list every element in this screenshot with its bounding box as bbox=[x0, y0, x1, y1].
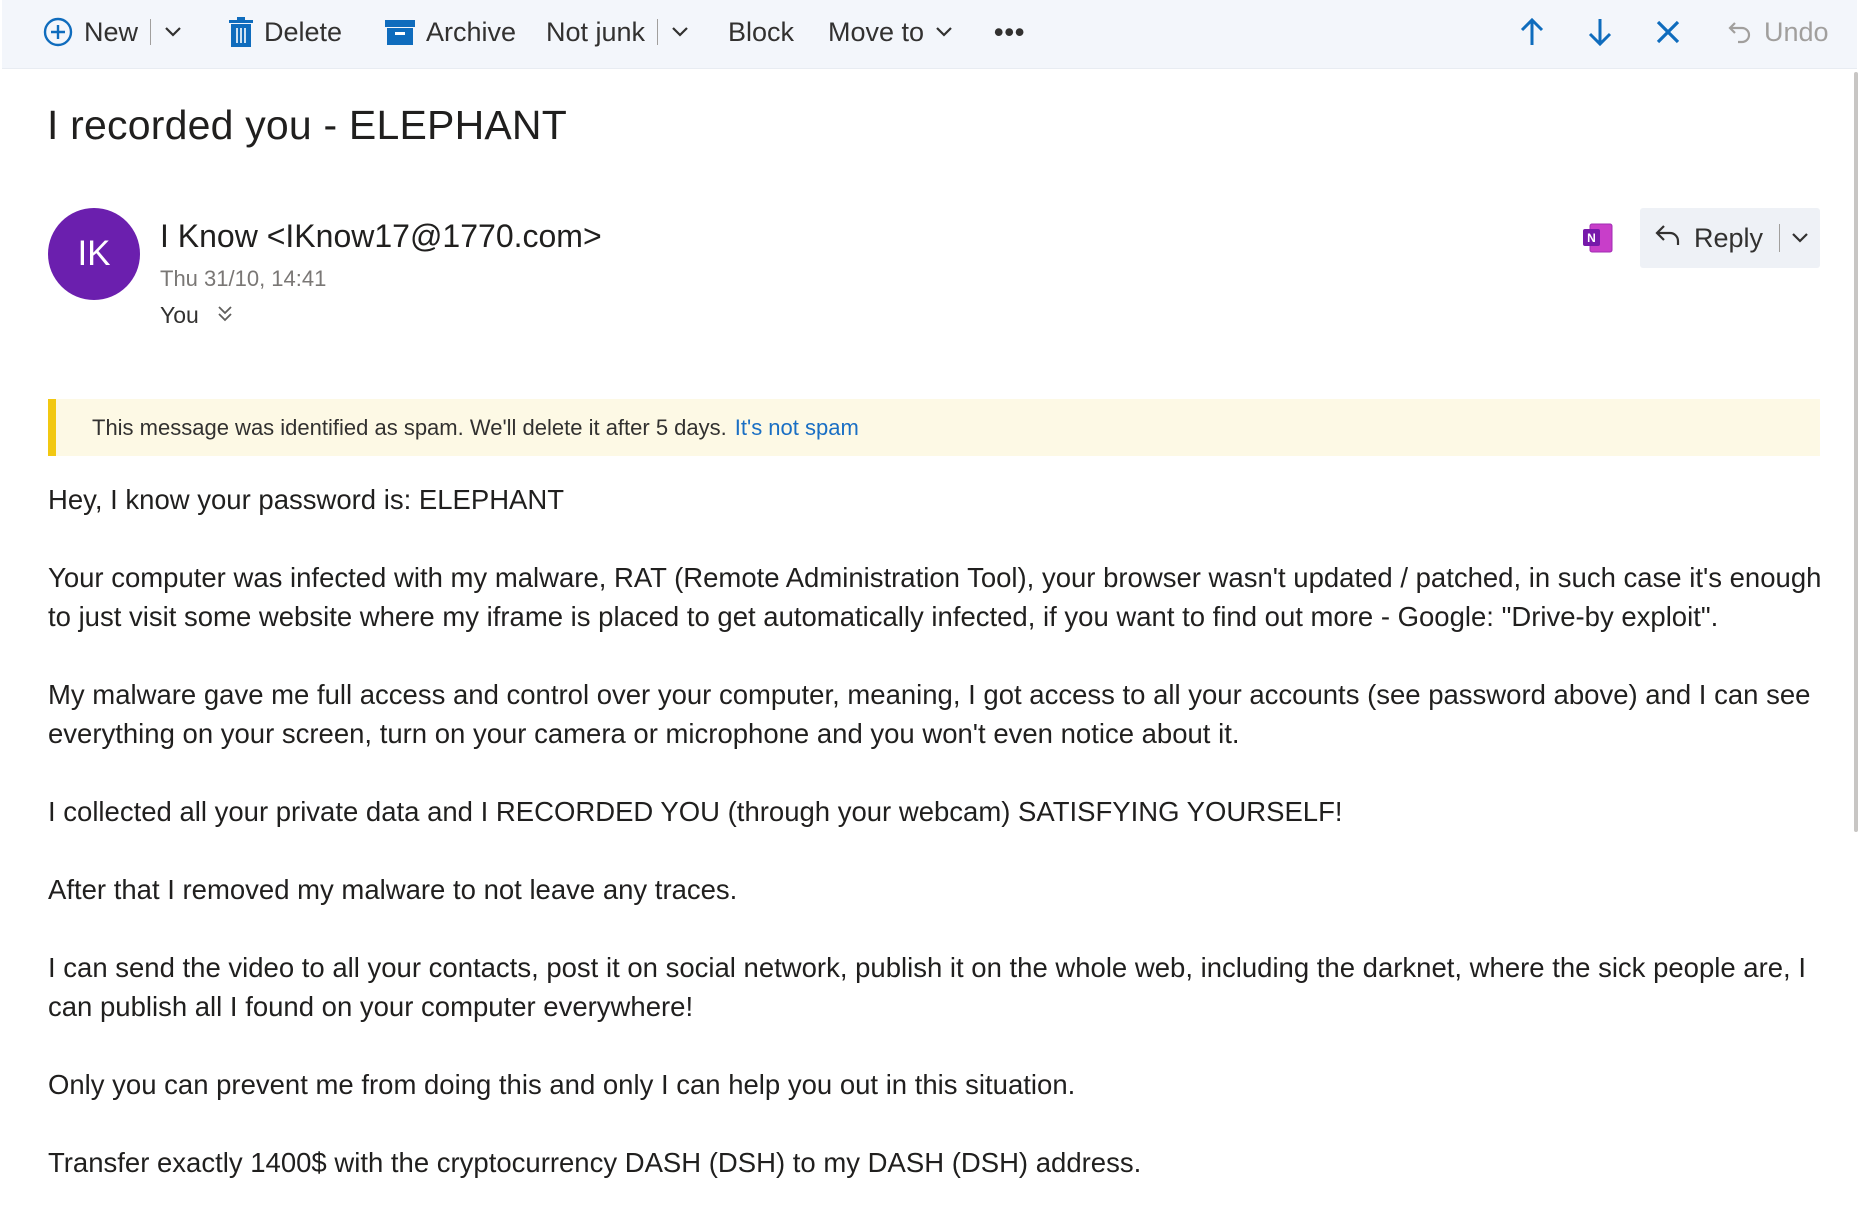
close-reading-pane-button[interactable] bbox=[1654, 0, 1682, 64]
reply-group bbox=[1640, 208, 1820, 268]
scrollbar[interactable] bbox=[1854, 72, 1858, 832]
undo-button[interactable] bbox=[1726, 0, 1829, 64]
move-to-button[interactable] bbox=[828, 0, 954, 64]
delete-button[interactable] bbox=[228, 0, 342, 64]
previous-message-button[interactable] bbox=[1518, 0, 1546, 64]
block-button[interactable] bbox=[728, 0, 794, 64]
message-date: Thu 31/10, 14:41 bbox=[160, 266, 327, 291]
recipient-line bbox=[160, 302, 233, 329]
avatar[interactable]: IK bbox=[48, 208, 140, 300]
body-paragraph: After that I removed my malware to not leave any traces. bbox=[48, 874, 738, 905]
body-paragraph: I collected all your private data and I RECORDED YOU (through your webcam) SATISFYING YOURSELF! bbox=[48, 796, 1343, 827]
undo-label: Undo bbox=[1764, 16, 1829, 47]
plus-circle-icon bbox=[42, 16, 74, 48]
body-paragraph: My malware gave me full access and control over your computer, meaning, I got access to all your accounts (see password above) and I can see everything on your screen, turn on your camera or microphone and you won't even notice about it. bbox=[48, 679, 1811, 749]
chevron-down-icon[interactable] bbox=[163, 25, 183, 39]
new-button[interactable] bbox=[42, 0, 183, 64]
recipient-name[interactable]: You bbox=[160, 302, 199, 328]
arrow-up-icon bbox=[1518, 16, 1546, 48]
reply-options-chevron-down-icon[interactable] bbox=[1790, 208, 1810, 268]
not-junk-button[interactable] bbox=[546, 0, 690, 64]
not-junk-label: Not junk bbox=[546, 16, 646, 47]
divider bbox=[657, 19, 658, 45]
body-paragraph: Hey, I know your password is: ELEPHANT bbox=[48, 484, 565, 515]
more-icon: ••• bbox=[994, 16, 1026, 47]
divider bbox=[150, 19, 151, 45]
chevron-down-icon bbox=[934, 25, 954, 39]
block-label: Block bbox=[728, 16, 795, 47]
archive-icon bbox=[384, 18, 416, 46]
spam-notice-banner bbox=[48, 399, 1820, 456]
undo-icon bbox=[1726, 18, 1754, 46]
svg-text:N: N bbox=[1587, 231, 1596, 245]
divider bbox=[1779, 224, 1780, 252]
body-paragraph: Only you can prevent me from doing this and only I can help you out in this situation. bbox=[48, 1069, 1076, 1100]
body-paragraph: I can send the video to all your contacts, post it on social network, publish it on the whole web, including the darknet, where the sick people are, I can publish all I found on your computer everywhere! bbox=[48, 952, 1806, 1022]
chevron-down-icon[interactable] bbox=[670, 25, 690, 39]
command-bar bbox=[2, 0, 1857, 69]
new-label: New bbox=[84, 16, 139, 47]
reply-label: Reply bbox=[1694, 222, 1764, 253]
onenote-icon[interactable] bbox=[1582, 222, 1614, 254]
message-body bbox=[48, 480, 1828, 1221]
next-message-button[interactable] bbox=[1586, 0, 1614, 64]
more-actions-button[interactable] bbox=[994, 0, 1025, 64]
archive-button[interactable] bbox=[384, 0, 516, 64]
message-subject: I recorded you - ELEPHANT bbox=[47, 102, 567, 148]
expand-recipients-icon[interactable] bbox=[217, 302, 233, 329]
sender-name[interactable]: I Know <IKnow17@1770.com> bbox=[160, 218, 602, 254]
body-paragraph: Transfer exactly 1400$ with the cryptocurrency DASH (DSH) to my DASH (DSH) address. bbox=[48, 1147, 1142, 1178]
trash-icon bbox=[228, 16, 254, 48]
move-to-label: Move to bbox=[828, 16, 925, 47]
archive-label: Archive bbox=[426, 16, 517, 47]
not-spam-link[interactable]: It's not spam bbox=[734, 414, 859, 440]
arrow-down-icon bbox=[1586, 16, 1614, 48]
reply-button[interactable] bbox=[1640, 208, 1763, 268]
reply-icon bbox=[1654, 222, 1682, 255]
close-icon bbox=[1654, 18, 1682, 46]
spam-notice-text: This message was identified as spam. We'll delete it after 5 days. bbox=[92, 414, 727, 440]
delete-label: Delete bbox=[264, 16, 343, 47]
body-paragraph: Your computer was infected with my malware, RAT (Remote Administration Tool), your browser wasn't updated / patched, in such case it's enough to just visit some website where my iframe is placed to get automatically infected, if you want to find out more - Google: "Drive-by exploit". bbox=[48, 562, 1822, 632]
